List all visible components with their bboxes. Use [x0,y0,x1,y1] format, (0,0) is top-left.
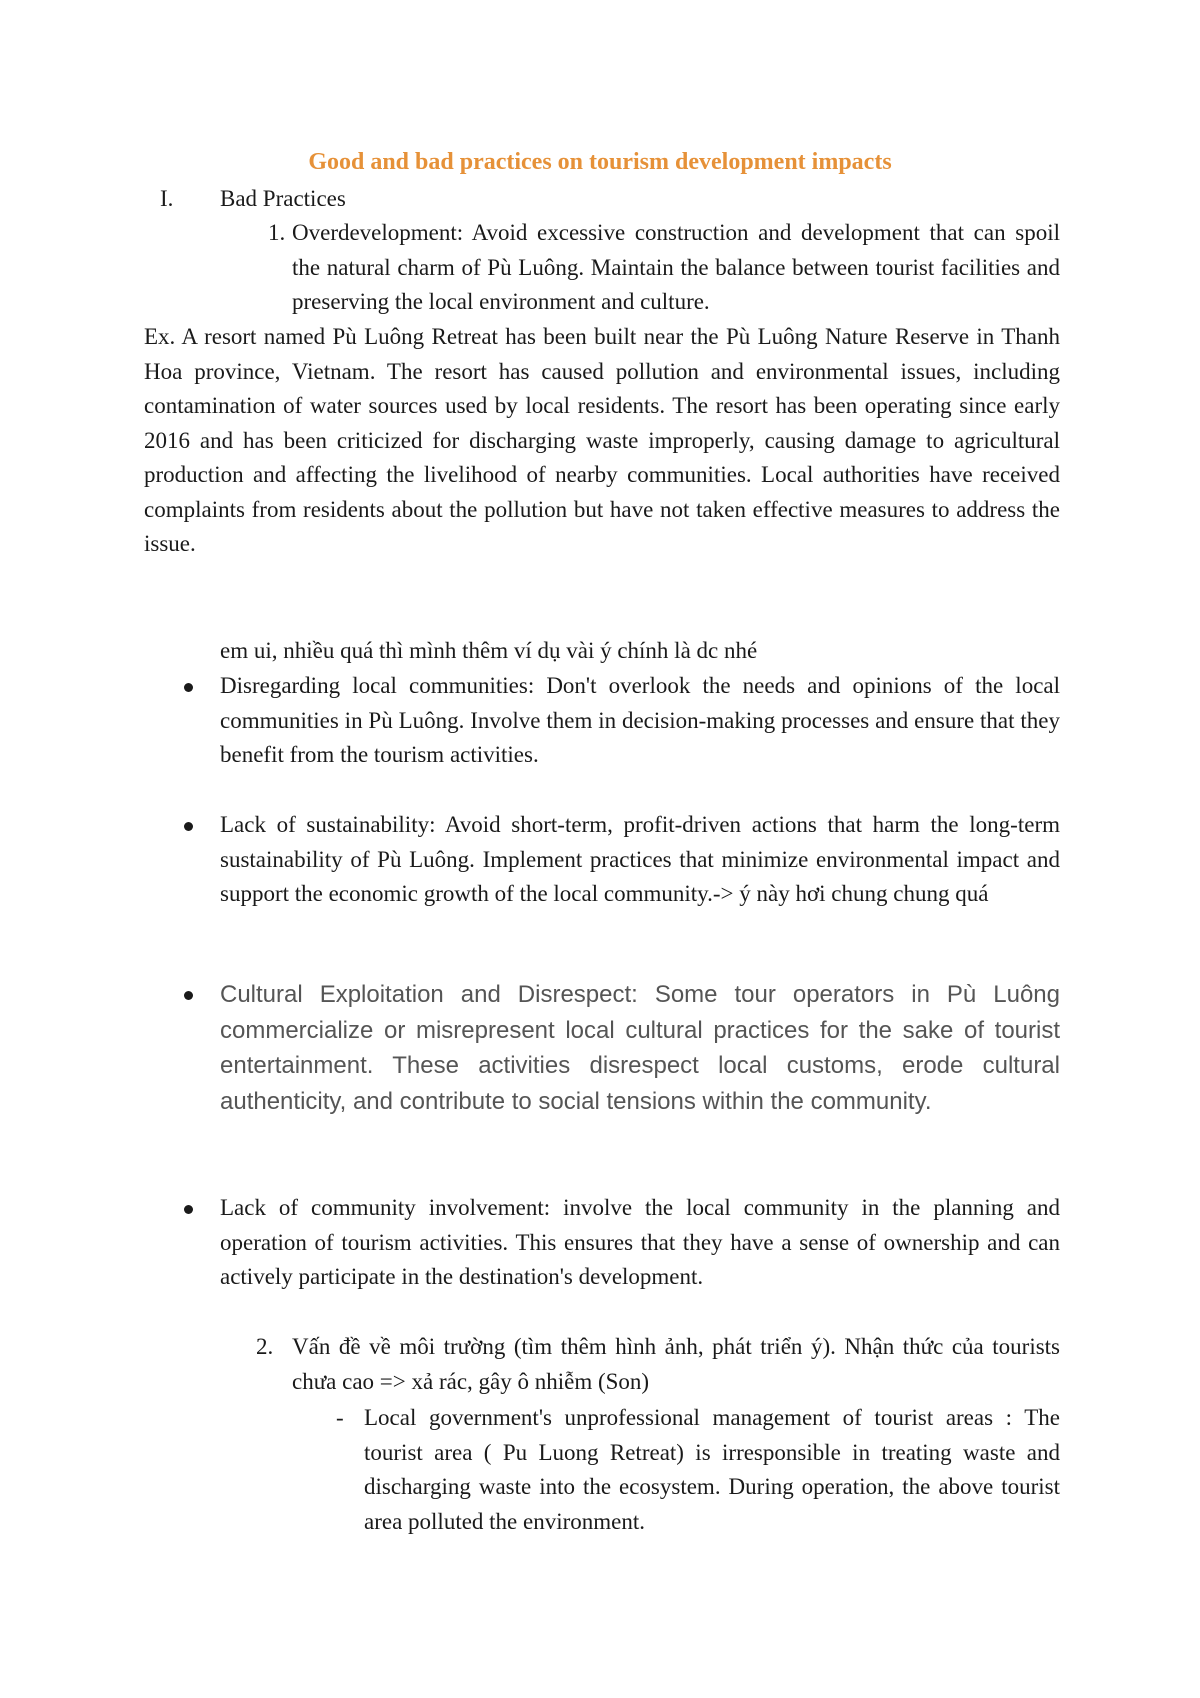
example-paragraph: Ex. A resort named Pù Luông Retreat has been built near the Pù Luông Nature Reserve in Thanh Hoa province, Vietnam. The resort has caused pollution and environmental issues, including contamination of water sources used by local residents. The resort has been operating since early 2016 and has been criticized for discharging waste improperly, causing damage to agricultural production and affecting the livelihood of nearby communities. Local authorities have received complaints from residents about the pollution but have not taken effective measures to address the issue. [144,324,1060,556]
section-marker: I. [160,186,174,211]
bullet-lack-of-sustainability: Lack of sustainability: Avoid short-term, profit-driven actions that harm the long-term sustainability of Pù Luông. Implement practices that minimize environmental impact and support the economic growth of the local community.-> ý này hơi chung chung quá [220,812,1060,906]
reviewer-note: em ui, nhiều quá thì mình thêm ví dụ vài ý chính là dc nhé [220,638,758,663]
bullet-cultural-exploitation: Cultural Exploitation and Disrespect: Some tour operators in Pù Luông commercialize or misrepresent local cultural practices for the sake of tourist entertainment. These activities disrespect local customs, erode cultural authenticity, and contribute to social tensions within the community. [220,981,1060,1115]
section-heading: Bad Practices [220,186,346,211]
document-title: Good and bad practices on tourism development impacts [308,149,892,175]
bullet-community-involvement: Lack of community involvement: involve the local community in the planning and operation of tourism activities. This ensures that they have a sense of ownership and can actively participate in the destination's development. [220,1195,1060,1289]
item-2-marker: 2. [256,1334,274,1359]
bullet-dot-icon [184,822,193,831]
bullet-dot-icon [184,1205,193,1214]
bullet-dot-icon [184,683,193,692]
item-1-marker: 1. [268,220,286,245]
item-2-text: Vấn đề về môi trường (tìm thêm hình ảnh, phát triển ý). Nhận thức của tourists chưa cao => xả rác, gây ô nhiễm (Son) [292,1334,1060,1394]
item-1-text: Overdevelopment: Avoid excessive construction and development that can spoil the natural charm of Pù Luông. Maintain the balance between tourist facilities and preserving the local environment and culture. [292,220,1060,314]
bullet-disregarding-communities: Disregarding local communities: Don't overlook the needs and opinions of the local communities in Pù Luông. Involve them in decision-making processes and ensure that they benefit from the tourism activities. [220,673,1060,767]
bullet-dot-icon [184,991,193,1000]
sub-item-text: Local government's unprofessional management of tourist areas : The tourist area ( Pu Luong Retreat) is irresponsible in treating waste and discharging waste into the ecosystem. During operation, the above tourist area polluted the environment. [364,1405,1060,1534]
sub-item-marker: - [336,1405,344,1430]
